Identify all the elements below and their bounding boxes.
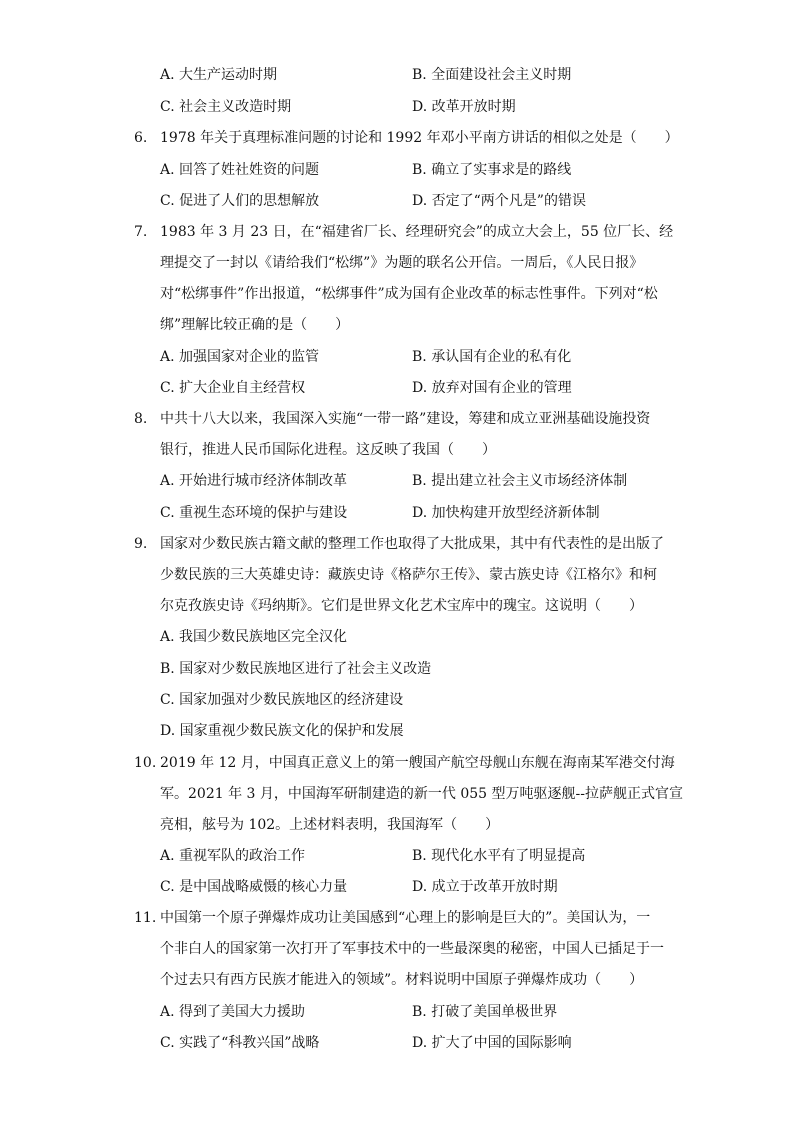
q9-number: 9. [134,536,148,552]
q7-stem-line-3: 对“松绑事件”作出报道，“松绑事件”成为国有企业改革的标志性事件。下列对“松 [160,286,658,302]
q8-option-d: D. 加快构建开放型经济新体制 [412,505,600,521]
q9-option-c: C. 国家加强对少数民族地区的经济建设 [160,692,404,708]
q8-stem-line-2: 银行，推进人民币国际化进程。这反映了我国（ ） [160,442,496,458]
q10-option-a: A. 重视军队的政治工作 [160,848,306,864]
q8-option-a: A. 开始进行城市经济体制改革 [160,473,348,489]
q6-option-b: B. 确立了实事求是的路线 [412,162,572,178]
q6-stem-line-1: 1978 年关于真理标准问题的讨论和 1992 年邓小平南方讲话的相似之处是（ ） [160,130,679,146]
q7-option-a: A. 加强国家对企业的监管 [160,349,320,365]
q11-stem-line-3: 个过去只有西方民族才能进入的领域”。材料说明中国原子弹爆炸成功（ ） [160,972,644,988]
q7-stem-line-2: 理提交了一封以《请给我们“松绑”》为题的联名公开信。一周后，《人民日报》 [160,255,644,271]
q11-option-c: C. 实践了“科教兴国”战略 [160,1035,320,1051]
q5-option-c: C. 社会主义改造时期 [160,99,292,115]
q10-stem-line-1: 2019 年 12 月，中国真正意义上的第一艘国产航空母舰山东舰在海南某军港交付海 [160,755,675,771]
q9-stem-line-3: 尔克孜族史诗《玛纳斯》。它们是世界文化艺术宝库中的瑰宝。这说明（ ） [160,598,643,614]
q11-option-d: D. 扩大了中国的国际影响 [412,1035,572,1051]
q10-stem-line-2: 军。2021 年 3 月，中国海军研制建造的新一代 055 型万吨驱逐舰--拉萨舰正式官宣 [160,786,683,802]
q10-option-c: C. 是中国战略威慑的核心力量 [160,879,348,895]
q6-option-c: C. 促进了人们的思想解放 [160,193,320,209]
q7-option-d: D. 放弃对国有企业的管理 [412,380,572,396]
q8-option-c: C. 重视生态环境的保护与建设 [160,505,348,521]
q7-option-b: B. 承认国有企业的私有化 [412,349,572,365]
q10-option-b: B. 现代化水平有了明显提高 [412,848,586,864]
q5-option-a: A. 大生产运动时期 [160,67,278,83]
q6-option-d: D. 否定了“两个凡是”的错误 [412,193,586,209]
q9-option-d: D. 国家重视少数民族文化的保护和发展 [160,723,404,739]
q11-stem-line-1: 中国第一个原子弹爆炸成功让美国感到“心理上的影响是巨大的”。美国认为，一 [160,910,651,926]
q9-stem-line-1: 国家对少数民族古籍文献的整理工作也取得了大批成果，其中有代表性的是出版了 [160,536,664,552]
q10-stem-line-3: 亮相，舷号为 102。上述材料表明，我国海军（ ） [160,817,500,833]
q9-option-b: B. 国家对少数民族地区进行了社会主义改造 [160,661,432,677]
q5-option-b: B. 全面建设社会主义时期 [412,67,572,83]
q10-option-d: D. 成立于改革开放时期 [412,879,558,895]
q7-option-c: C. 扩大企业自主经营权 [160,380,306,396]
q5-option-d: D. 改革开放时期 [412,99,516,115]
q9-stem-line-2: 少数民族的三大英雄史诗：藏族史诗《格萨尔王传》、蒙古族史诗《江格尔》和柯 [160,567,657,583]
q7-stem-line-1: 1983 年 3 月 23 日，在“福建省厂长、经理研究会”的成立大会上，55 位厂长、经 [160,224,674,240]
q11-stem-line-2: 个非白人的国家第一次打开了军事技术中的一些最深奥的秘密，中国人已插足于一 [160,941,664,957]
q7-number: 7. [134,224,148,240]
q6-number: 6. [134,130,148,146]
q8-stem-line-1: 中共十八大以来，我国深入实施“一带一路”建设，筹建和成立亚洲基础设施投资 [160,411,651,427]
q8-option-b: B. 提出建立社会主义市场经济体制 [412,473,628,489]
q8-number: 8. [134,411,148,427]
q10-number: 10. [134,755,157,771]
q6-option-a: A. 回答了姓社姓资的问题 [160,162,320,178]
q9-option-a: A. 我国少数民族地区完全汉化 [160,629,348,645]
q11-option-a: A. 得到了美国大力援助 [160,1004,306,1020]
q11-option-b: B. 打破了美国单极世界 [412,1004,558,1020]
q11-number: 11. [134,910,157,926]
q7-stem-line-4: 绑”理解比较正确的是（ ） [160,317,350,333]
